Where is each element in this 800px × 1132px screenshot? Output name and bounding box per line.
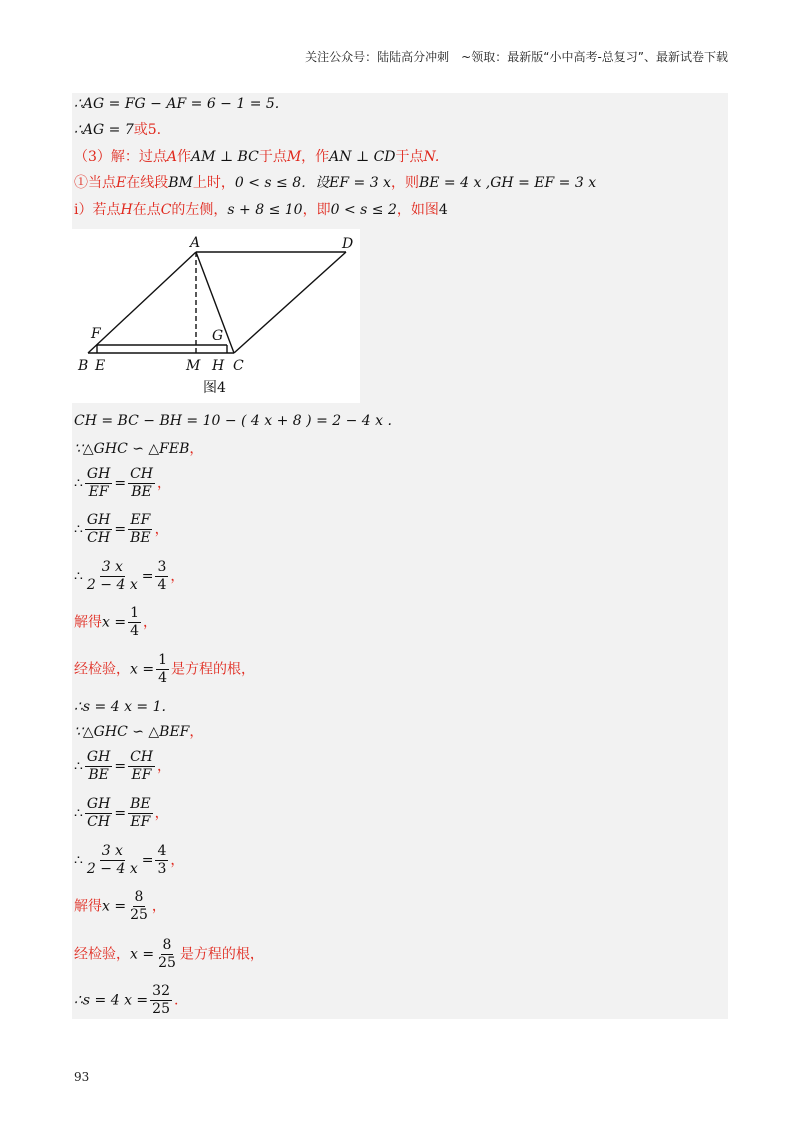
label-b: B (78, 358, 89, 374)
figure-4 (72, 229, 360, 403)
label-g: G (212, 328, 224, 344)
line-case1-i: ⅰ）若点H在点C的左侧，s + 8 ≤ 10，即0 < s ≤ 2，如图4 (74, 202, 448, 218)
line-ratio-4: ∴ $\frac{GH}{CH}$ = $\frac{BE}{EF}$ ， (74, 796, 169, 830)
line-s-1: ∴s = 4 x = 1. (74, 699, 166, 715)
line-ratio-2: ∴ $\frac{GH}{CH}$ = $\frac{EF}{BE}$ ， (74, 512, 169, 546)
label-f: F (91, 326, 101, 342)
line-ratio-1: ∴ $\frac{GH}{EF}$ = $\frac{CH}{BE}$ ， (74, 466, 171, 500)
line-similar-1: ∵△GHC ∽ △FEB， (74, 441, 204, 457)
line-part3: （3）解：过点A作AM ⊥ BC于点M，作AN ⊥ CD于点N. (74, 149, 440, 165)
label-d: D (342, 236, 354, 252)
segment-ab (88, 252, 196, 353)
label-m: M (186, 358, 201, 374)
line-solve-2: 解得x = $\frac{8}{25}$ ， (74, 889, 166, 923)
line-equation-1: ∴ $\frac{3 x}{2 - 4 x}$ = $\frac{3}{4}$ ， (74, 559, 185, 593)
figure-caption: 图4 (203, 380, 226, 396)
line-similar-2: ∵△GHC ∽ △BEF， (74, 724, 204, 740)
line-ag-7-or-5: ∴AG = 7或5. (74, 122, 162, 138)
segment-dc (234, 252, 346, 353)
label-h: H (212, 358, 225, 374)
line-case1: ①当点E在线段BM上时，0 < s ≤ 8．设EF = 3 x，则BE = 4 x ,GH = EF = 3 x (74, 175, 597, 191)
label-a: A (190, 235, 201, 251)
geometry-diagram (72, 229, 360, 403)
line-ch: CH = BC − BH = 10 − ( 4 x + 8 ) = 2 − 4 x . (74, 413, 392, 429)
line-ratio-3: ∴ $\frac{GH}{BE}$ = $\frac{CH}{EF}$ ， (74, 749, 171, 783)
line-solve-1: 解得x = $\frac{1}{4}$ ， (74, 605, 157, 639)
label-e: E (95, 358, 106, 374)
line-ag-5: ∴AG = FG − AF = 6 − 1 = 5. (74, 96, 280, 112)
page-header: 关注公众号：陆陆高分冲刺 ~领取：最新版“小中高考-总复习”、最新试卷下载 (305, 50, 728, 64)
line-equation-2: ∴ $\frac{3 x}{2 - 4 x}$ = $\frac{4}{3}$ ， (74, 843, 185, 877)
line-check-1: 经检验，x = $\frac{1}{4}$ 是方程的根， (74, 652, 255, 686)
page-number: 93 (74, 1070, 90, 1084)
line-check-2: 经检验，x = $\frac{8}{25}$ 是方程的根， (74, 937, 264, 971)
label-c: C (233, 358, 244, 374)
line-s-2: ∴s = 4 x = $\frac{32}{25}$ . (74, 983, 179, 1017)
